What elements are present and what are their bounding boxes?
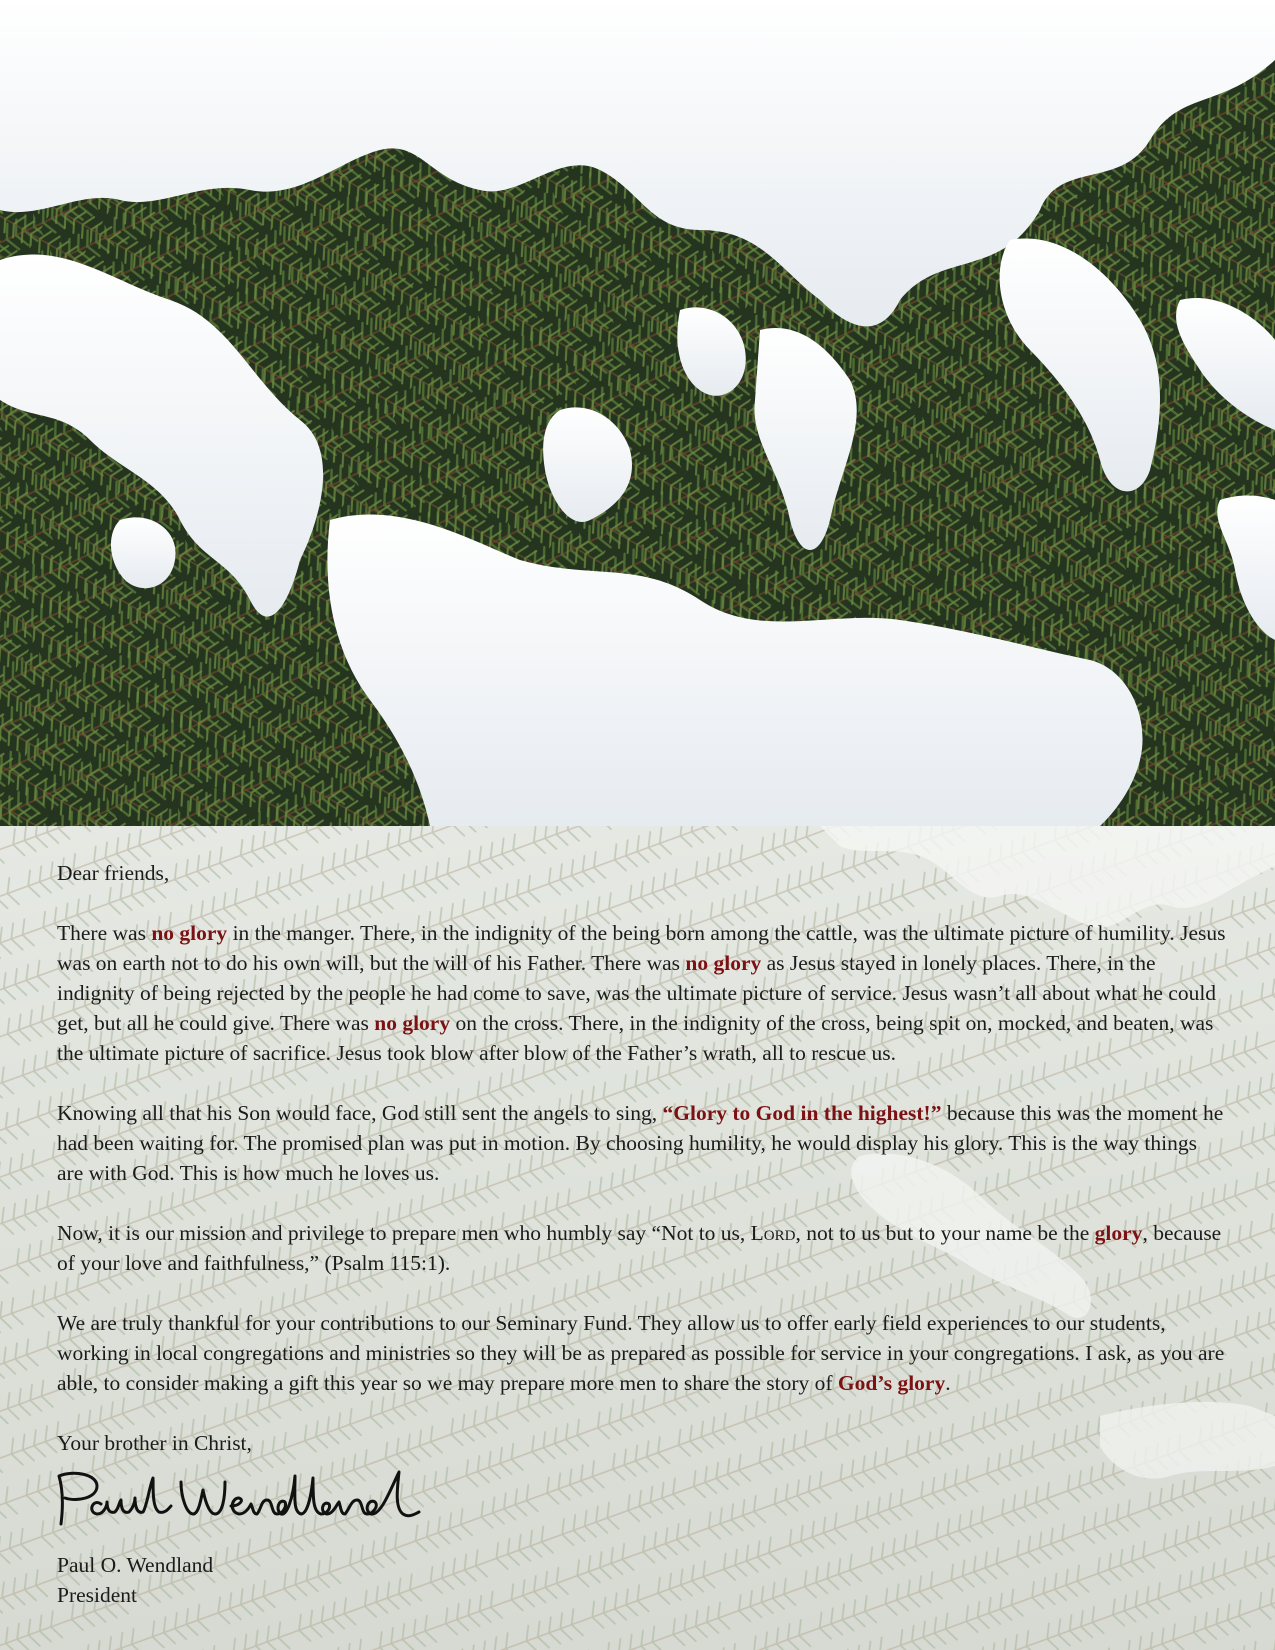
p3-text-2: , not to us but to your name be the xyxy=(795,1221,1095,1245)
p4-text-2: . xyxy=(945,1371,951,1395)
p4-text-1: We are truly thankful for your contributions to our Seminary Fund. They allow us to offer early field experiences to our students, working in local congregations and ministries so they will be as prepared as possible for service in your congregations. I ask, as you are able, to consider making a gift this year so we may prepare more men to share the story of xyxy=(57,1311,1225,1395)
signer-name: Paul O. Wendland xyxy=(57,1553,214,1577)
p1-highlight-3: no glory xyxy=(374,1011,451,1035)
p2-text-2: because this was the moment he had been waiting for. The promised plan was put in motion. By choosing humility, he would display his glory. This is the way things are with God. This is how much he loves us. xyxy=(57,1101,1224,1185)
p1-highlight-2: no glory xyxy=(685,951,762,975)
p1-text-3: as Jesus stayed in lonely places. There, in the indignity of being rejected by the people he had come to save, was the ultimate picture of service. Jesus wasn’t all about what he could get, but all he could give. There was xyxy=(57,951,1217,1035)
p1-text-2: in the manger. There, in the indignity of the being born among the cattle, was the ultimate picture of humility. Jesus was on earth not to do his own will, but the will of his Father. There was xyxy=(57,921,1226,975)
p3-text-1: Now, it is our mission and privilege to prepare men who humbly say “Not to us, xyxy=(57,1221,751,1245)
p4-highlight-1: God’s glory xyxy=(837,1371,946,1395)
p1-highlight-1: no glory xyxy=(151,921,228,945)
p3-text-3: , because of your love and faithfulness,” (Psalm 115:1). xyxy=(57,1221,1222,1275)
greeting: Dear friends, xyxy=(57,861,170,885)
signature xyxy=(53,1468,1227,1530)
paragraph-2 xyxy=(57,1098,1227,1188)
p1-text-4: on the cross. There, in the indignity of the cross, being spit on, mocked, and beaten, was the ultimate picture of sacrifice. Jesus took blow after blow of the Father’s wrath, all to rescue us. xyxy=(57,1011,1214,1065)
letter-body xyxy=(57,858,1227,1610)
paragraph-4 xyxy=(57,1308,1227,1398)
p3-highlight-1: glory xyxy=(1094,1221,1143,1245)
closing: Your brother in Christ, xyxy=(57,1431,252,1455)
p2-text-1: Knowing all that his Son would face, God still sent the angels to sing, xyxy=(57,1101,663,1125)
signoff xyxy=(57,1550,1227,1610)
p2-highlight-1: “Glory to God in the highest!” xyxy=(662,1101,942,1125)
handwritten-signature-image xyxy=(53,1468,423,1530)
p1-text-1: There was xyxy=(57,921,152,945)
p3-lord: Lord xyxy=(750,1221,796,1245)
paragraph-3 xyxy=(57,1218,1227,1278)
signer-title: President xyxy=(57,1583,138,1607)
paragraph-1 xyxy=(57,918,1227,1068)
